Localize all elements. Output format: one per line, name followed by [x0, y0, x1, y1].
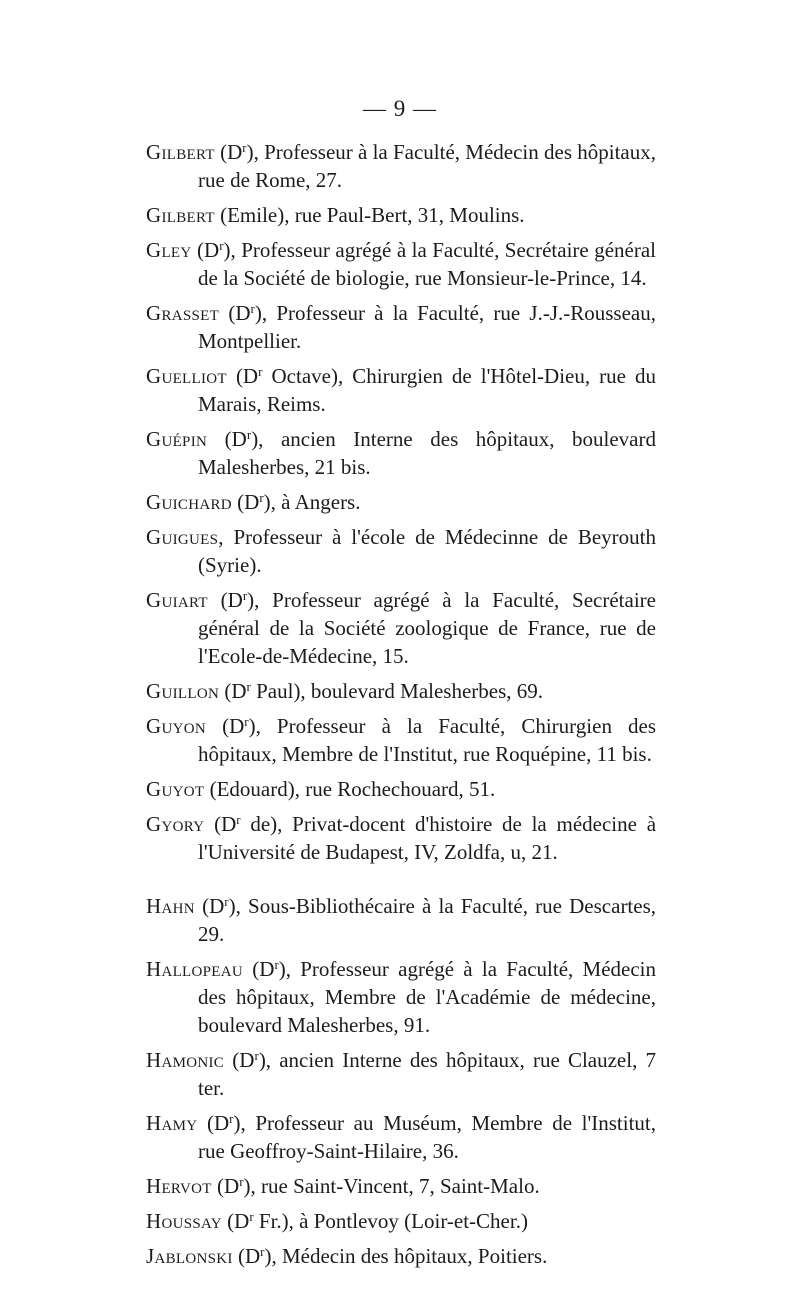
entry-details: ($D^r$ de), Privat-docent d'histoire de la médecine à l'Université de Budapest, IV, Zoldfa, u, 21. [198, 811, 657, 864]
entry-details: ($D^r$ Fr.), à Pontlevoy (Loir-et-Cher.) [227, 1208, 528, 1233]
entry-name: Hallopeau [146, 957, 244, 981]
entry-name: Hamonic [146, 1048, 225, 1072]
entry-details: (Edouard), rue Rochechouard, 51. [209, 777, 496, 801]
entry-name: Gilbert [146, 140, 215, 164]
entry-name: Houssay [146, 1209, 222, 1233]
entry-name: Guichard [146, 490, 232, 514]
directory-entry [146, 712, 656, 768]
directory-entry [146, 425, 656, 481]
entry-details: , Professeur à l'école de Médecinne de Beyrouth (Syrie). [198, 525, 656, 577]
directory-entry [146, 1046, 656, 1102]
directory-entry [146, 586, 656, 670]
directory-entry [146, 362, 656, 418]
directory-entry [146, 677, 656, 705]
entry-name: Guelliot [146, 364, 227, 388]
entry-details: $(D^r)$, à Angers. [237, 489, 361, 514]
entry-details: $(D^r)$, ancien Interne des hôpitaux, rue Clauzel, 7 ter. [198, 1047, 657, 1100]
entry-details: $(D^r)$, Professeur au Muséum, Membre de l'Institut, rue Geoffroy-Saint-Hilaire, 36. [198, 1110, 657, 1163]
directory-entry [146, 1242, 656, 1270]
entry-name: Guyot [146, 777, 205, 801]
entry-name: Gley [146, 238, 192, 262]
entry-details: $(D^r)$, Professeur agrégé à la Faculté, Médecin des hôpitaux, Membre de l'Académie de médecine, boulevard Malesherbes, 91. [198, 956, 656, 1037]
directory-entry [146, 523, 656, 579]
directory-list [146, 138, 656, 1270]
entry-name: Guiart [146, 588, 208, 612]
entry-name: Gilbert [146, 203, 215, 227]
directory-entry [146, 1172, 656, 1200]
entry-name: Guillon [146, 679, 220, 703]
entry-details: $(D^r)$, Sous-Bibliothécaire à la Faculté, rue Descartes, 29. [198, 893, 657, 946]
directory-entry [146, 1207, 656, 1235]
entry-name: Grasset [146, 301, 220, 325]
directory-entry [146, 892, 656, 948]
directory-entry [146, 488, 656, 516]
directory-entry [146, 201, 656, 229]
entry-name: Guyon [146, 714, 206, 738]
entry-details: $(D^r)$, Professeur agrégé à la Faculté, Secrétaire général de la Société zoologique de France, rue de l'Ecole-de-Médecine, 15. [198, 587, 656, 668]
entry-details: ($D^r$ Octave), Chirurgien de l'Hôtel-Dieu, rue du Marais, Reims. [198, 363, 657, 416]
entry-name: Hamy [146, 1111, 198, 1135]
entry-name: Guépin [146, 427, 208, 451]
entry-details: (Emile), rue Paul-Bert, 31, Moulins. [220, 203, 525, 227]
directory-entry [146, 1109, 656, 1165]
directory-entry [146, 810, 656, 866]
entry-details: $(D^r)$, ancien Interne des hôpitaux, boulevard Malesherbes, 21 bis. [198, 426, 656, 479]
entry-name: Hahn [146, 894, 195, 918]
entry-details: $(D^r)$, Professeur à la Faculté, Médecin des hôpitaux, rue de Rome, 27. [198, 139, 657, 192]
directory-entry [146, 236, 656, 292]
entry-details: $(D^r)$, Professeur à la Faculté, rue J.-J.-Rousseau, Montpellier. [198, 300, 656, 353]
entry-name: Gyory [146, 812, 205, 836]
directory-entry [146, 775, 656, 803]
directory-entry [146, 299, 656, 355]
directory-entry [146, 955, 656, 1039]
entry-details: $(D^r)$, rue Saint-Vincent, 7, Saint-Malo. [217, 1173, 540, 1198]
entry-details: $(D^r)$, Professeur agrégé à la Faculté, Secrétaire général de la Société de biologie, rue Monsieur-le-Prince, 14. [197, 237, 657, 290]
entry-details: $(D^r)$, Professeur à la Faculté, Chirurgien des hôpitaux, Membre de l'Institut, rue Roquépine, 11 bis. [198, 713, 657, 766]
entry-details: ($D^r$ Paul), boulevard Malesherbes, 69. [224, 678, 544, 703]
entry-name: Hervot [146, 1174, 212, 1198]
entry-name: Guigues [146, 525, 219, 549]
page-number: — 9 — [363, 96, 437, 121]
directory-entry [146, 138, 656, 194]
entry-details: $(D^r)$, Médecin des hôpitaux, Poitiers. [237, 1243, 548, 1268]
entry-name: Jablonski [146, 1244, 233, 1268]
